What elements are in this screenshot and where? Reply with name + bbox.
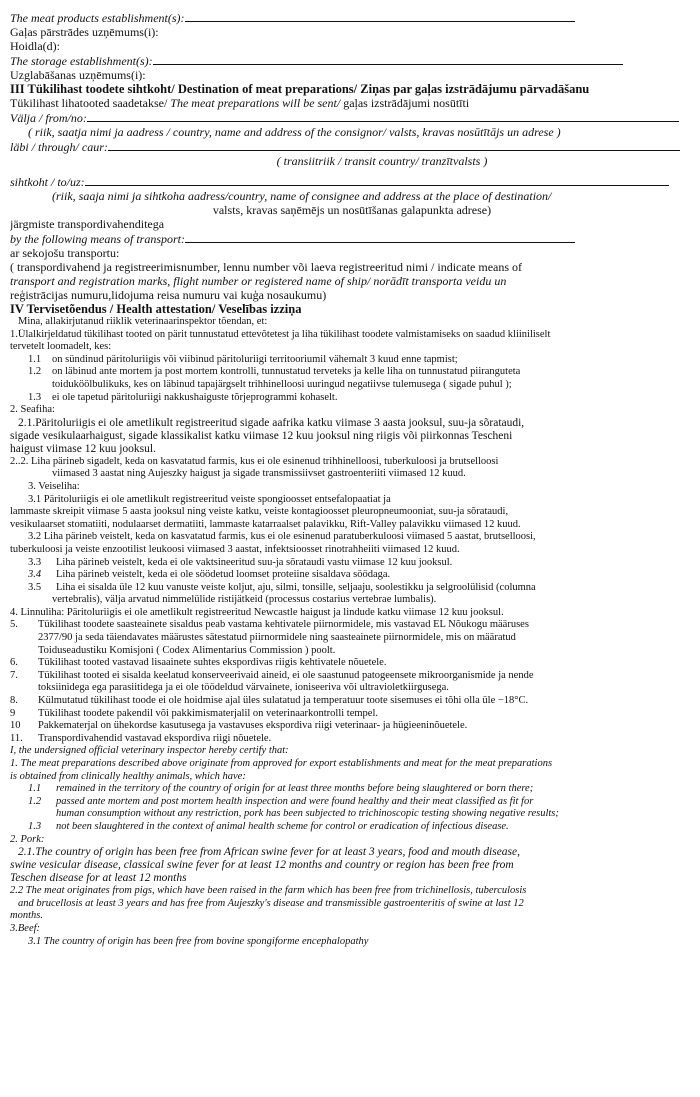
clause-1-2-number: 1.2: [28, 366, 42, 378]
clause-2-2-b: viimased 3 aastat ning Aujeszky haigust ja sigade transmissiivset gastroenteriiti viimased 12 kuud.: [52, 468, 466, 480]
clause-1-2-cont: toiduköölbulikuks, kes on läbinud tapajärgselt trihhinelloosi uuringud negatiivse tulemusega ( sigade puhul );: [52, 378, 512, 390]
en-clause-1-b: is obtained from clinically healthy animals, which have:: [10, 770, 246, 782]
clause-7-b: toksiinidega ega parasiitidega ja ei ole töödeldud värvainete, ioniseeriva või ultravioletkiirgusega.: [38, 682, 449, 694]
clause-10-text: Pakkematerjal on ühekordse kasutusega ja vastavuses ekspordiva riigi veterinaar- ja hügieeninõuetele.: [38, 720, 468, 732]
storage-establishment-et-label: Hoidla(d):: [10, 39, 60, 53]
section-4-title: IV Tervisetõendus / Health attestation/ Veselības izziņa: [10, 302, 302, 316]
storage-establishment-lv-label: Uzglabāšanas uzņēmums(i):: [10, 68, 146, 82]
means-field[interactable]: [185, 231, 575, 243]
en-clause-2-1-b: swine vesicular disease, classical swine fever for at least 12 months and country or region has been free from: [10, 859, 514, 872]
clause-1-3-text: ei ole tapetud päritoluriigi nakkushaiguste tõrjeprogrammi kohaselt.: [52, 391, 338, 403]
clause-2-1-b: sigade vesikulaarhaigust, sigade klassikalist katku viimase 12 kuu jooksul ning riigis või piirkonnas Tescheni: [10, 429, 513, 442]
en-clause-2-2-a: 2.2 The meat originates from pigs, which have been raised in the farm which has been free from trichinellosis, tuberculosis: [10, 885, 527, 897]
en-clause-1-1-number: 1.1: [28, 783, 42, 795]
clause-5-number: 5.: [10, 619, 18, 631]
en-clause-1-2-number: 1.2: [28, 795, 42, 807]
clause-5-text: Tükilihast toodete saasteainete sisaldus peab vastama kehtivatele piirnormidele, mis vastavad EL Nõukogu määruses: [38, 619, 529, 631]
clause-9: [10, 708, 694, 721]
means-note-3: reģistrācijas numuru,lidojuma reisa numuru vai kuģa nosaukumu): [10, 288, 327, 302]
clause-3-5-text: Liha ei sisalda üle 12 kuu vanuste veiste koljut, aju, silmi, tonsille, seljaaju, soolestikku ja selgroolülisid (columna: [56, 581, 536, 593]
from-field[interactable]: [87, 110, 679, 122]
clause-2-2-a: 2..2. Liha pärineb sigadelt, keda on kasvatatud farmis, kus ei ole esinenud trihhinelloosi, tuberkuloosi ja brutselloosi: [10, 455, 499, 467]
storage-establishment-label: The storage establishment(s):: [10, 54, 153, 68]
clause-9-text: Tükilihast toodete pakendil või pakkimismaterjalil on veterinaarkontrolli tempel.: [38, 707, 378, 719]
en-clause-1-2-text: passed ante mortem and post mortem health inspection and were found healthy and their meat classified as fit for: [56, 795, 534, 807]
clause-1-2: [10, 366, 694, 379]
through-label: läbi / through/ caur:: [10, 140, 108, 154]
means-et-label: järgmiste transpordivahenditega: [10, 217, 165, 231]
clause-6-text: Tükilihast tooted vastavad lisaainete suhtes ekspordivas riigis kehtivatele nõuetele.: [38, 657, 387, 669]
sent-en-label: The meat preparations will be sent/: [170, 96, 341, 110]
means-note-2: transport and registration marks, flight number or registered name of ship/ norādīt transporta veidu un: [10, 274, 507, 288]
clause-2-1-block: [10, 417, 694, 456]
clause-3-heading: 3. Veiseliha:: [28, 480, 80, 492]
en-clause-3-heading: 3.Beef:: [10, 922, 41, 934]
en-clause-2-1-c: Teschen disease for at least 12 months: [10, 872, 187, 885]
through-row: [10, 139, 694, 154]
from-row: [10, 110, 694, 125]
clause-2-1-c: haigust viimase 12 kuu jooksul.: [10, 442, 156, 455]
clause-11: [10, 733, 694, 746]
certificate-page: [10, 10, 694, 948]
means-note-1: ( transpordivahend ja registreerimisnumber, lennu number või laeva registreeritud nimi / indicate means of: [10, 260, 523, 274]
clause-3-1-a: 3.1 Päritoluriigis ei ole ametlikult registreeritud veiste spongioosset entsefalopaatiat ja: [28, 493, 391, 505]
through-field[interactable]: [108, 139, 680, 151]
en-clause-3-1: 3.1 The country of origin has been free from bovine spongiforme encephalopathy: [28, 935, 369, 947]
storage-establishment-row: [10, 53, 694, 68]
clause-8-text: Külmutatud tükilihast toode ei ole hoidmise ajal üles sulatatud ja temperatuur toote sisemuses ei tõhi olla üle −18°C.: [38, 695, 529, 707]
to-field[interactable]: [85, 174, 669, 186]
clause-11-number: 11.: [10, 732, 23, 744]
transit-note: ( transiitriik / transit country/ tranzītvalsts ): [276, 154, 488, 168]
en-clause-1-3-text: not been slaughtered in the context of animal health scheme for control or eradication of infectious disease.: [56, 820, 509, 832]
clause-5-c: Toiduseadustiku Komisjoni ( Codex Alimentarius Commission ) poolt.: [38, 644, 336, 656]
clause-5-b: 2377/90 ja seda täiendavates määrustes sätestatud piirnormidele ning saasteainete piirnormidele, mis on määratud: [38, 632, 516, 644]
health-attestation-en-cont: [10, 885, 694, 948]
to-note-2: valsts, kravas saņēmējs un nosūtīšanas galapunkta adrese): [212, 203, 492, 217]
clause-3-1-b: lammaste skreipit viimase 5 aasta jooksul ning veiste katku, veiste kontagioosset pleuropneumooniat, suu-ja sõrataudi,: [10, 506, 509, 518]
clause-4: 4. Linnuliha: Päritoluriigis ei ole ametlikult registreeritud Newcastle haigust ja lindude katku viimase 12 kuu jooksul.: [10, 606, 504, 618]
clause-3-4-text: Liha pärineb veistelt, keda ei ole söödetud loomset proteiine sisaldava söödaga.: [56, 569, 391, 581]
clause-7-number: 7.: [10, 669, 18, 681]
section-3-title: III Tükilihast toodete sihtkoht/ Destination of meat preparations/ Ziņas par gaļas izstrādājumu pārvadāšanu: [10, 82, 590, 96]
en-clause-1-3-number: 1.3: [28, 820, 42, 832]
clause-3-3-number: 3.3: [28, 556, 42, 568]
en-intro: I, the undersigned official veterinary inspector hereby certify that:: [10, 745, 289, 757]
from-label: Välja / from/no:: [10, 111, 87, 125]
clause-5: [10, 619, 694, 632]
clause-3-3-text: Liha pärineb veistelt, keda ei ole vaktsineeritud suu-ja sõrataudi vastu viimase 12 kuu jooksul.: [56, 556, 453, 568]
storage-establishment-field[interactable]: [153, 53, 623, 65]
clause-3-4-number: 3.4: [28, 569, 42, 581]
meat-products-establishment-label: The meat products establishment(s):: [10, 11, 185, 25]
en-clause-2-1-block: [10, 846, 694, 885]
health-attestation-et: [10, 316, 694, 417]
clause-3-2-a: 3.2 Liha pärineb veistelt, keda on kasvatatud farmis, kus ei ole esinenud paratuberkuloosi viimased 5 aastat, brutselloosi,: [28, 531, 536, 543]
clause-3-2-b: tuberkuloosi ja veiste enzootilist leukoosi viimased 3 aastat, infektsioosset rinotrahheiiti viimased 12 kuud.: [10, 543, 460, 555]
clause-11-text: Transpordivahendid vastavad ekspordiva riigi nõuetele.: [38, 732, 272, 744]
en-clause-1-1-text: remained in the territory of the country of origin for at least three months before being slaughtered or born there;: [56, 783, 534, 795]
to-row: [10, 174, 694, 189]
clause-1-b: tervetelt loomadelt, kes:: [10, 341, 112, 353]
clause-1-a: 1.Ülalkirjeldatud tükilihast tooted on pärit tunnustatud ettevõtetest ja liha tükilihast toodete valmistamiseks on saadud kliiniliselt: [10, 328, 551, 340]
sent-et-label: Tükilihast lihatooted saadetakse/: [10, 96, 171, 110]
attestation-intro: Mina, allakirjutanud riiklik veterinaarinspektor tõendan, et:: [18, 316, 268, 327]
clause-10: [10, 720, 694, 733]
en-clause-2-2-b: and brucellosis at least 3 years and has free from Aujeszky's disease and transmissible gastroenteritis of swine at last 12: [18, 897, 524, 909]
clause-10-number: 10: [10, 720, 21, 732]
clause-3-4: [10, 569, 694, 582]
clause-2-1-a: 2.1.Päritoluriigis ei ole ametlikult registreeritud sigade aafrika katku viimase 3 aasta jooksul, suu-ja sõrataudi,: [18, 416, 525, 429]
clause-1-1: [10, 354, 694, 367]
from-note: ( riik, saatja nimi ja aadress / country, name and address of the consignor/ valsts, kravas nosūtītājs un adrese ): [28, 125, 561, 139]
en-clause-2-heading: 2. Pork:: [10, 833, 45, 845]
clause-6-number: 6.: [10, 657, 18, 669]
means-en-label: by the following means of transport:: [10, 232, 185, 246]
sent-lv-label: gaļas izstrādājumi nosūtīti: [340, 96, 470, 110]
health-attestation-et-cont: [10, 456, 694, 746]
en-clause-1-2: [10, 796, 694, 809]
clause-3-1-c: vesikulaarset stomatiiti, nodulaarset dermatiiti, lammaste katarraalset palavikku, Rift-Valley palavikku viimased 12 kuud.: [10, 518, 521, 530]
health-attestation-en: [10, 745, 694, 846]
en-clause-2-2-c: months.: [10, 910, 43, 922]
clause-1-2-text: on läbinud ante mortem ja post mortem kontrolli, tunnustatud terveteks ja kelle liha on tunnustatud piiranguteta: [52, 366, 521, 378]
en-clause-1-1: [10, 783, 694, 796]
sent-row: [10, 96, 694, 110]
meat-processing-establishment-lv-label: Gaļas pārstrādes uzņēmums(i):: [10, 25, 159, 39]
clause-6: [10, 657, 694, 670]
means-lv-label: ar sekojošu transportu:: [10, 246, 120, 260]
clause-9-number: 9: [10, 707, 16, 719]
clause-3-5-number: 3.5: [28, 581, 42, 593]
en-clause-1-a: 1. The meat preparations described above originate from approved for export establishments and meat for the meat preparations: [10, 758, 553, 769]
clause-3-5-cont: vertebralis), välja arvatud nimmelülide ristijätkeid (processus costarius vertebrae lumbalis).: [52, 594, 437, 606]
meat-products-establishment-row: [10, 10, 694, 25]
meat-products-establishment-field[interactable]: [185, 10, 575, 22]
clause-7-text: Tükilihast tooted ei sisalda keelatud konserveerivaid aineid, ei ole saastunud patogeensete mikroorganismide ja nende: [38, 669, 534, 681]
clause-7: [10, 670, 694, 683]
to-label: sihtkoht / to/uz:: [10, 175, 85, 189]
clause-3-3: [10, 557, 694, 570]
clause-1-3-number: 1.3: [28, 391, 42, 403]
en-clause-1-2-cont: human consumption without any restriction, pork has been subjected to trichinoscopic testing showing negative results;: [56, 808, 559, 820]
to-note-1: (riik, saaja nimi ja sihtkoha aadress/country, name of consignee and address at the place of destination/: [52, 189, 552, 203]
en-clause-2-1-a: 2.1.The country of origin has been free from African swine fever for at least 3 years, food and mouth disease,: [18, 846, 521, 859]
clause-1-1-number: 1.1: [28, 353, 42, 365]
clause-1-1-text: on sündinud päritoluriigis või viibinud päritoluriigi territooriumil vähemalt 3 kuud enne tapmist;: [52, 353, 458, 365]
clause-8: [10, 695, 694, 708]
means-row: [10, 231, 694, 246]
clause-1-3: [10, 392, 694, 405]
en-clause-1-3: [10, 821, 694, 834]
clause-8-number: 8.: [10, 695, 18, 707]
clause-2-heading: 2. Seafiha:: [10, 404, 55, 416]
clause-3-5: [10, 582, 694, 595]
